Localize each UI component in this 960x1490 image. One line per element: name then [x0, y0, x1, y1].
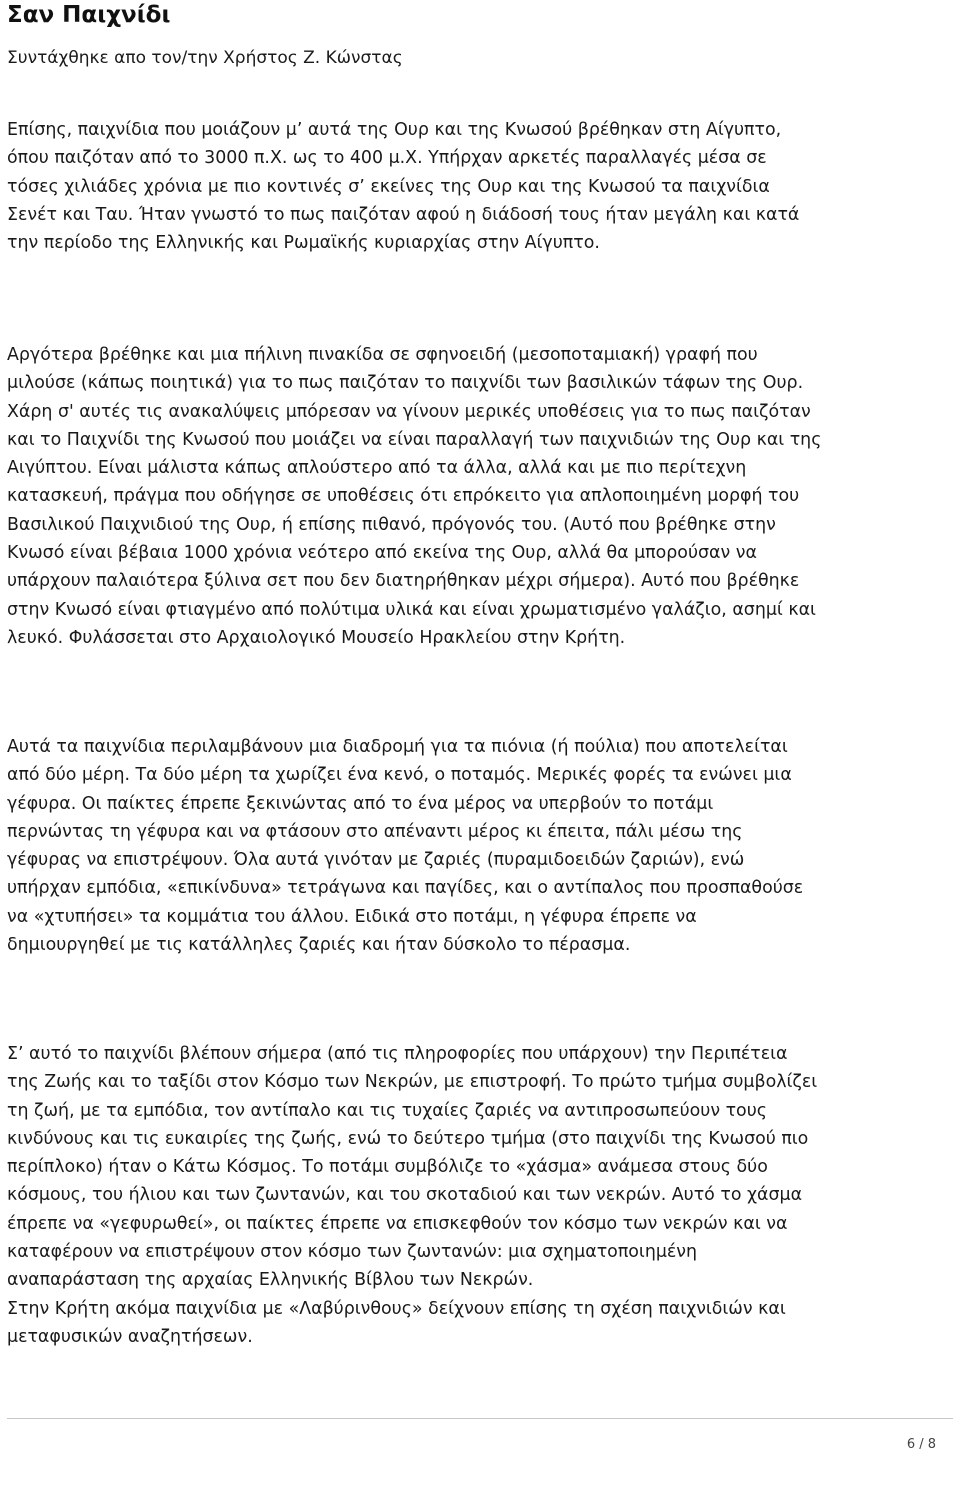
body-paragraph-4: Σ’ αυτό το παιχνίδι βλέπουν σήμερα (από τις πληροφορίες που υπάρχουν) την Περιπέτεια της Ζωής και το ταξίδι στον Κόσμο των Νεκρών, με επιστροφή. Το πρώτο τμήμα συμβολίζει τη ζωή, με τα εμπόδια, τον αντίπαλο και τις τυχαίες ζαριές να αντιπροσωπεύουν τους κινδύνους και τις ευκαιρίες της ζωής, ενώ το δεύτερο τμήμα (στο παιχνίδι της Κνωσού πιο περίπλοκο) ήταν ο Κάτω Κόσμος. Το ποτάμι συμβόλιζε το «χάσμα» ανάμεσα στους δύο κόσμους, του ήλιου και των ζωντανών, και του σκοταδιού και των νεκρών. Αυτό το χάσμα έπρεπε να «γεφυρωθεί», οι παίκτες έπρεπε να επισκεφθούν τον κόσμο των νεκρών και να καταφέρουν να επιστρέψουν στον κόσμο των ζωντανών: μια σχηματοποιημένη αναπαράσταση της αρχαίας Ελληνικής Βίβλου των Νεκρών. Στην Κρήτη ακόμα παιχνίδια με «Λαβύρινθους» δείχνουν επίσης τη σχέση παιχνιδιών και μεταφυσικών αναζητήσεων.	[7, 1044, 818, 1347]
body-paragraph-3: Αυτά τα παιχνίδια περιλαμβάνουν μια διαδρομή για τα πιόνια (ή πούλια) που αποτελείται από δύο μέρη. Τα δύο μέρη τα χωρίζει ένα κενό, ο ποταμός. Μερικές φορές τα ενώνει μια γέφυρα. Οι παίκτες έπρεπε ξεκινώντας από το ένα μέρος να υπερβούν το ποτάμι περνώντας τη γέφυρα και να φτάσουν στο απέναντι μέρος κι έπειτα, πάλι μέσω της γέφυρας να επιστρέψουν. Όλα αυτά γινόταν με ζαριές (πυραμιδοειδών ζαριών), ενώ υπήρχαν εμπόδια, «επικίνδυνα» τετράγωνα και παγίδες, και ο αντίπαλος που προσπαθούσε να «χτυπήσει» τα κομμάτια του άλλου. Ειδικά στο ποτάμι, η γέφυρα έπρεπε να δημιουργηθεί με τις κατάλληλες ζαριές και ήταν δύσκολο το πέρασμα.	[7, 737, 804, 956]
footer-divider	[7, 1418, 953, 1419]
page-number: 6 / 8	[906, 1437, 936, 1452]
body-paragraph-2: Αργότερα βρέθηκε και μια πήλινη πινακίδα σε σφηνοειδή (μεσοποταμιακή) γραφή που μιλούσε (κάπως ποιητικά) για το πως παιζόταν το παιχνίδι των βασιλικών τάφων της Ουρ. Χάρη σ' αυτές τις ανακαλύψεις μπόρεσαν να γίνουν μερικές υποθέσεις για το πως παιζόταν και το Παιχνίδι της Κνωσού που μοιάζει να είναι παραλλαγή των παιχνιδιών της Ουρ και της Αιγύπτου. Είναι μάλιστα κάπως απλούστερο από τα άλλα, αλλά και με πιο περίτεχνη κατασκευή, πράγμα που οδήγησε σε υποθέσεις ότι επρόκειτο για απλοποιημένη μορφή του Βασιλικού Παιχνιδιού της Ουρ, ή επίσης πιθανό, πρόγονός του. (Αυτό που βρέθηκε στην Κνωσό είναι βέβαια 1000 χρόνια νεότερο από εκείνα της Ουρ, αλλά θα μπορούσαν να υπάρχουν παλαιότερα ξύλινα σετ που δεν διατηρήθηκαν μέχρι σήμερα). Αυτό που βρέθηκε στην Κνωσό είναι φτιαγμένο από πολύτιμα υλικά και είναι χρωματισμένο γαλάζιο, ασημί και λευκό. Φυλάσσεται στο Αρχαιολογικό Μουσείο Ηρακλείου στην Κρήτη.	[7, 345, 822, 648]
body-paragraph-1: Επίσης, παιχνίδια που μοιάζουν μ’ αυτά της Ουρ και της Κνωσού βρέθηκαν στη Αίγυπτο, όπου παιζόταν από το 3000 π.Χ. ως το 400 μ.Χ. Υπήρχαν αρκετές παραλλαγές μέσα σε τόσες χιλιάδες χρόνια με πιο κοντινές σ’ εκείνες της Ουρ και της Κνωσού τα παιχνίδια Σενέτ και Ταυ. Ήταν γνωστό το πως παιζόταν αφού η διάδοσή τους ήταν μεγάλη και κατά την περίοδο της Ελληνικής και Ρωμαϊκής κυριαρχίας στην Αίγυπτο.	[7, 120, 800, 254]
document-title: Σαν Παιχνίδι	[7, 2, 171, 28]
author-line: Συντάχθηκε απο τον/την Χρήστος Ζ. Κώνστας	[7, 48, 403, 68]
